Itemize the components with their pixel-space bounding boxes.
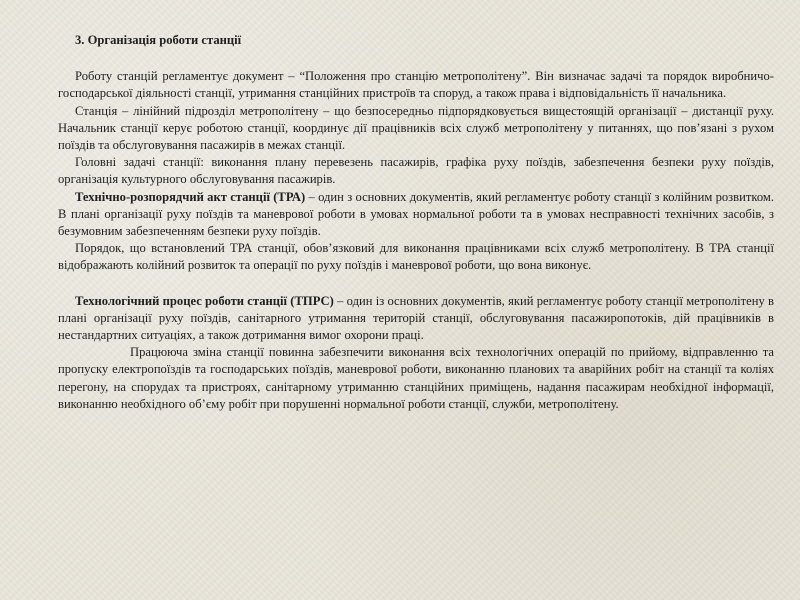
paragraph-tprs (58, 293, 774, 345)
paragraph-regulation: Роботу станцій регламентує документ – “Положення про станцію метрополітену”. Він визначає задачі та порядок виробничо-господарської діяльності станції, утримання станційних пристроїв та споруд, а також права і відповідальність її начальника. (58, 69, 774, 101)
section-heading: 3. Організація роботи станції (75, 33, 242, 47)
tra-text: – один з основних документів, який регламентує роботу станції з колійним розвитком. В плані організації руху поїздів та маневрової роботи в умовах нормальної роботи та в умовах несправності технічних засобів, з безумовним забезпеченням безпеки руху поїздів. (58, 189, 774, 239)
paragraph-station-definition: Станція – лінійний підрозділ метрополітену – що безпосередньо підпорядковується вищестоящій організації – дистанції руху. Начальник станції керує роботою станції, координує дії працівників всіх служб метрополітену у питаннях, що пов’язані з рухом поїздів та обслуговування пасажирів в межах станції. (58, 103, 774, 153)
paragraph-main-tasks: Головні задачі станції: виконання плану перевезень пасажирів, графіка руху поїздів, забезпечення безпеки руху поїздів, організація культурного обслуговування пасажирів. (58, 155, 774, 187)
document-body (58, 32, 774, 413)
paragraph-tra (58, 189, 774, 241)
paragraph-shift-duties: Працююча зміна станції повинна забезпечити виконання всіх технологічних операцій по прийому, відправленню та пропуску електропоїздів та господарських поїздів, маневрової роботи, виконанню планових та аварійних робіт на станції та коліях перегону, на спорудах та пристроях, санітарному утриманню станційних приміщень, надання пасажирам необхідної інформації, виконанню необхідного об’єму робіт при порушенні нормальної роботи станції, служби, метрополітену. (58, 345, 774, 411)
tprs-term: Технологічний процес роботи станції (ТПРС) (75, 293, 334, 308)
tra-term: Технічно-розпорядчий акт станції (ТРА) (75, 189, 306, 204)
paragraph-tra-order: Порядок, що встановлений ТРА станції, обов’язковий для виконання працівниками всіх служб метрополітену. В ТРА станції відображають колійний розвиток та операції по руху поїздів і маневрової роботи, що вона виконує. (58, 241, 774, 273)
tprs-text: – один із основних документів, який регламентує роботу станції метрополітену в плані організації руху поїздів, санітарного утримання територій станції, обслуговування пасажиропотоків, дій працівників в нестандартних ситуаціях, а також дотримання вимог охорони праці. (58, 293, 774, 343)
